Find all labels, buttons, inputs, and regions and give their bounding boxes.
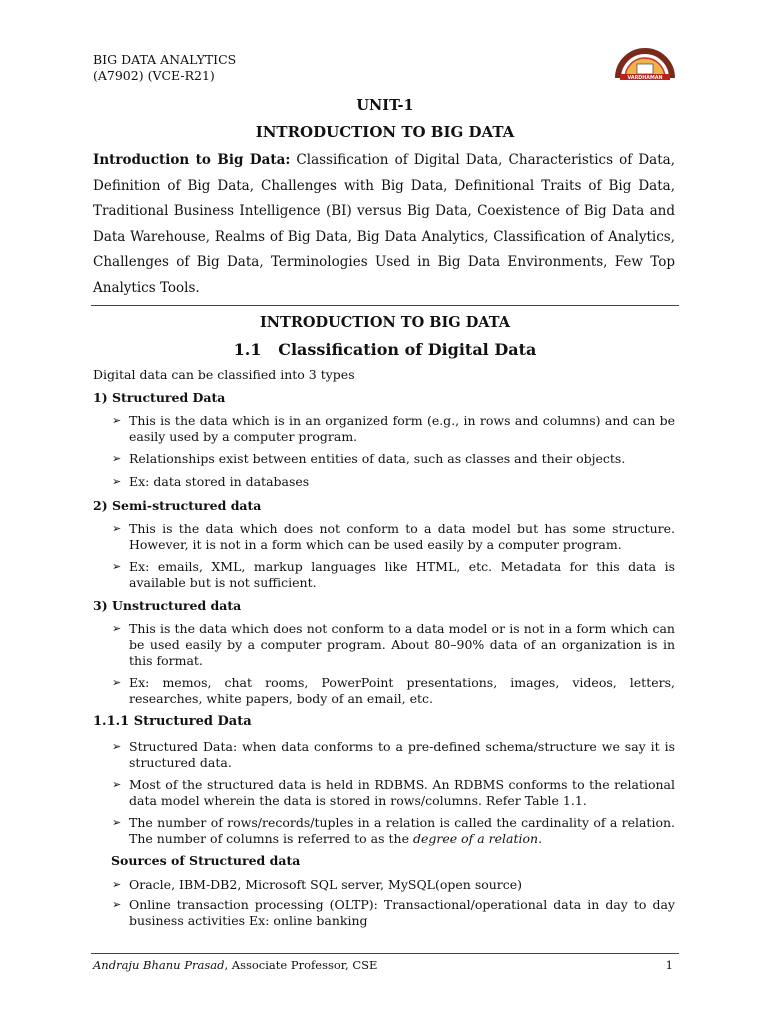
logo-text: VARDHAMAN — [627, 76, 663, 81]
unit-title: INTRODUCTION TO BIG DATA — [255, 123, 515, 141]
type-heading: 2) Semi-structured data — [93, 498, 262, 513]
arrow-bullet-icon: ➢ — [112, 898, 122, 911]
bullet-item: ➢ The number of rows/records/tuples in a relation is called the cardinality of a relation. The number of columns is referred to as the degree of a relation. — [112, 815, 675, 846]
footer-author — [93, 958, 377, 972]
bullet-item: ➢ Structured Data: when data conforms to a pre-defined schema/structure we say it is structured data. — [112, 739, 675, 770]
author-name: Andraju Bhanu Prasad — [93, 958, 225, 972]
bullet-item: ➢ This is the data which does not conform to a data model or is not in a form which can be used easily by a computer program. About 80–90% data of an organization is in this format. — [112, 621, 675, 668]
footer-divider — [91, 953, 679, 954]
bullet-item: ➢ Ex: memos, chat rooms, PowerPoint presentations, images, videos, letters, researches, white papers, body of an email, etc. — [112, 675, 675, 706]
arrow-bullet-icon: ➢ — [112, 778, 122, 791]
sources-heading: Sources of Structured data — [111, 853, 301, 868]
section-divider — [91, 305, 679, 306]
arrow-bullet-icon: ➢ — [112, 452, 122, 465]
bullet-item: ➢ Ex: data stored in databases — [112, 474, 310, 489]
intro-text: Digital data can be classified into 3 types — [93, 367, 355, 382]
subsection-title: 1.1 Classification of Digital Data — [233, 340, 537, 359]
arrow-bullet-icon: ➢ — [112, 560, 122, 573]
arrow-bullet-icon: ➢ — [112, 878, 122, 891]
bullet-item: ➢ Ex: emails, XML, markup languages like HTML, etc. Metadata for this data is available but is not sufficient. — [112, 559, 675, 590]
college-logo-icon — [612, 44, 678, 84]
page-header — [93, 52, 236, 84]
type-heading: 3) Unstructured data — [93, 598, 242, 613]
unit-abstract — [93, 148, 675, 302]
page-number: 1 — [665, 958, 673, 972]
author-role: , Associate Professor, CSE — [224, 958, 378, 972]
course-code: (A7902) (VCE-R21) — [93, 68, 215, 83]
arrow-bullet-icon: ➢ — [112, 522, 122, 535]
abstract-body: Classification of Digital Data, Characteristics of Data, Definition of Big Data, Challenges with Big Data, Definitional Traits of Big Data, Traditional Business Intelligence (BI) versus Big Data, Coexistence of Big Data and Data Warehouse, Realms of Big Data, Big Data Analytics, Classification of Analytics, Challenges of Big Data, Terminologies Used in Big Data Environments, Few Top Analytics Tools. — [93, 152, 675, 296]
bullet-item: ➢ Most of the structured data is held in RDBMS. An RDBMS conforms to the relational data model wherein the data is stored in rows/columns. Refer Table 1.1. — [112, 777, 675, 808]
bullet-item: ➢ Relationships exist between entities of data, such as classes and their objects. — [112, 451, 626, 466]
bullet-item: ➢ This is the data which is in an organized form (e.g., in rows and columns) and can be easily used by a computer program. — [112, 413, 675, 444]
arrow-bullet-icon: ➢ — [112, 414, 122, 427]
arrow-bullet-icon: ➢ — [112, 740, 122, 753]
bullet-item: ➢ Online transaction processing (OLTP): Transactional/operational data in day to day business activities Ex: online banking — [112, 897, 675, 928]
bullet-item: ➢ Oracle, IBM-DB2, Microsoft SQL server, MySQL(open source) — [112, 877, 523, 892]
arrow-bullet-icon: ➢ — [112, 816, 122, 829]
arrow-bullet-icon: ➢ — [112, 622, 122, 635]
unit-number: UNIT-1 — [356, 97, 414, 114]
italic-term: degree of a relation — [412, 831, 539, 846]
bullet-item: ➢ This is the data which does not conform to a data model but has some structure. However, it is not in a form which can be used easily by a computer program. — [112, 521, 675, 552]
course-name: BIG DATA ANALYTICS — [93, 52, 237, 67]
arrow-bullet-icon: ➢ — [112, 676, 122, 689]
abstract-lead: Introduction to Big Data: — [93, 152, 291, 168]
type-heading: 1) Structured Data — [93, 390, 226, 405]
section-title: INTRODUCTION TO BIG DATA — [260, 314, 510, 331]
subsubsection-title: 1.1.1 Structured Data — [93, 714, 252, 729]
arrow-bullet-icon: ➢ — [112, 475, 122, 488]
